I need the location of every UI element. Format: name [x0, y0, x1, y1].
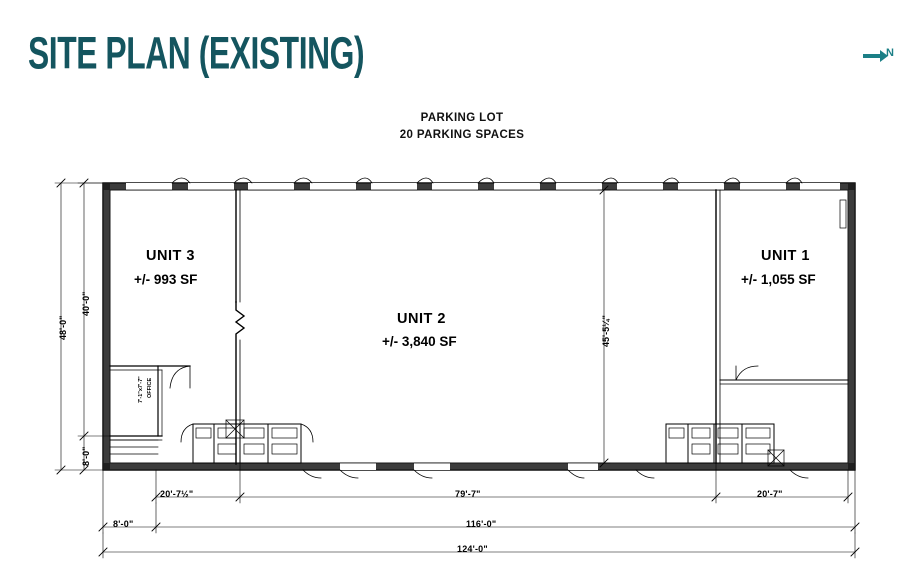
dim-left-outer: 48'-0": [58, 315, 68, 340]
unit-1-area: +/- 1,055 SF: [741, 272, 816, 287]
unit-3-name: UNIT 3: [146, 248, 195, 264]
office-label: OFFICE: [147, 377, 153, 398]
north-label: N: [886, 47, 894, 59]
unit-2-area: +/- 3,840 SF: [382, 334, 457, 349]
dim-building-width: 116'-0": [466, 519, 497, 529]
unit-3-area: +/- 993 SF: [134, 272, 198, 287]
parking-spaces-count: 20 PARKING SPACES: [399, 129, 525, 141]
office-size: 7'-1"x7'-7": [138, 376, 144, 403]
parking-lot-title: PARKING LOT: [420, 112, 504, 124]
page-title: SITE PLAN (EXISTING): [28, 28, 365, 79]
dim-unit1-width: 20'-7": [757, 489, 783, 499]
dim-middle-vertical: 45'-5¼": [601, 315, 611, 347]
dim-left-lower: 8'-0": [81, 446, 91, 466]
unit-1-name: UNIT 1: [761, 248, 810, 264]
dim-unit2-width: 79'-7": [455, 489, 481, 499]
dim-bottom-offset: 8'-0": [113, 519, 134, 529]
dim-unit3-width: 20'-7½": [160, 489, 194, 499]
dim-overall-width: 124'-0": [457, 544, 488, 554]
dim-left-inner: 40'-0": [81, 291, 91, 316]
unit-2-name: UNIT 2: [397, 311, 446, 327]
